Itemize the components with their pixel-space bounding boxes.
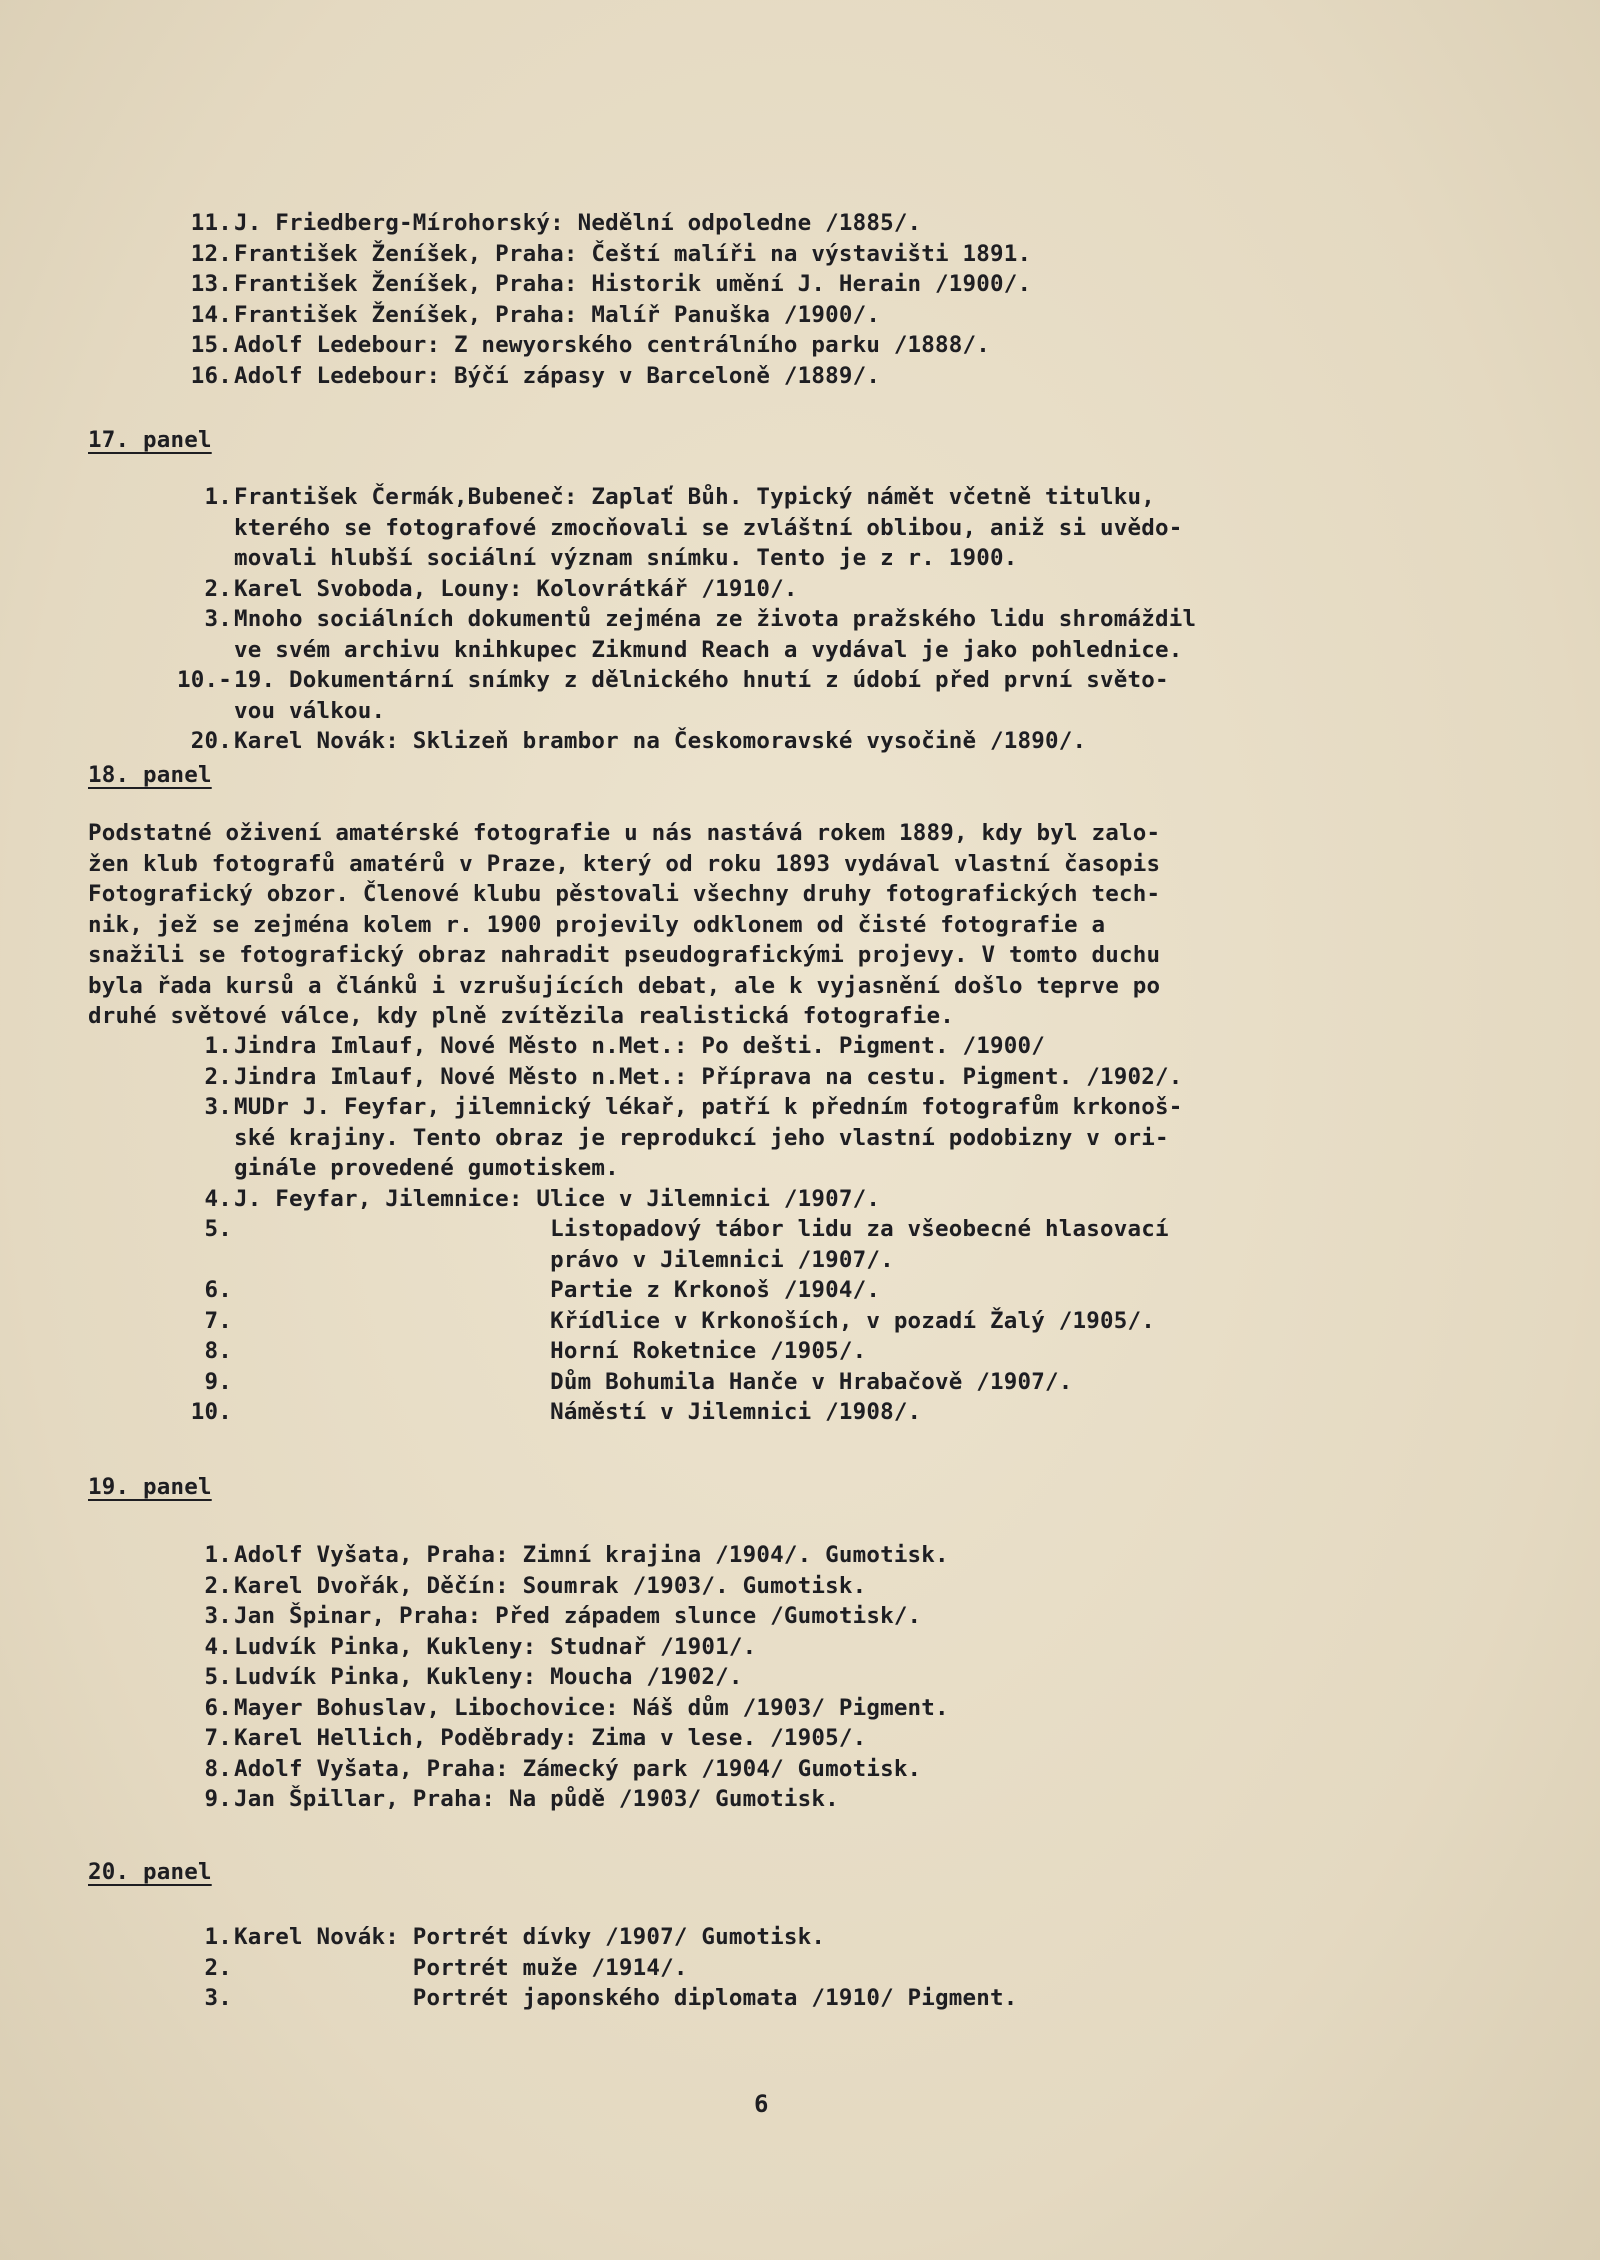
- item-text: Jan Špinar, Praha: Před západem slunce /Gumotisk/.: [234, 1603, 922, 1629]
- item-number: 2.: [204, 1954, 232, 1981]
- item-text: Karel Dvořák, Děčín: Soumrak /1903/. Gumotisk.: [234, 1572, 867, 1599]
- item-text: Jan Špillar, Praha: Na půdě /1903/ Gumotisk.: [234, 1786, 839, 1812]
- item-number: 1.: [204, 1033, 232, 1059]
- item-text: František Ženíšek, Praha: Historik umění J. Herain /1900/.: [234, 271, 1032, 297]
- item-text: ginále provedené gumotiskem.: [234, 1155, 619, 1181]
- item-text: Partie z Krkonoš /1904/.: [234, 1277, 881, 1303]
- item-number: 11.: [190, 210, 232, 236]
- item-number: 12.: [190, 240, 232, 267]
- item-text: Mnoho sociálních dokumentů zejména ze života pražského lidu shromáždil: [234, 606, 1197, 632]
- paragraph-line: Podstatné oživení amatérské fotografie u nás nastává rokem 1889, kdy byl zalo-: [88, 820, 1161, 846]
- item-number: 13.: [190, 271, 232, 297]
- item-text: Náměstí v Jilemnici /1908/.: [234, 1399, 922, 1425]
- item-number: 10.-: [177, 667, 232, 693]
- item-text: J. Friedberg-Mírohorský: Nedělní odpoledne /1885/.: [234, 210, 922, 236]
- item-number: 3.: [204, 1985, 232, 2011]
- item-number: 1.: [204, 1542, 232, 1568]
- item-number: 5.: [204, 1664, 232, 1690]
- item-text: Adolf Ledebour: Býčí zápasy v Barceloně /1889/.: [234, 362, 881, 389]
- item-number: 8.: [204, 1755, 232, 1782]
- item-text: ve svém archivu knihkupec Zikmund Reach a vydával je jako pohlednice.: [234, 636, 1183, 663]
- item-text: J. Feyfar, Jilemnice: Ulice v Jilemnici /1907/.: [234, 1185, 881, 1212]
- paragraph-line: žen klub fotografů amatérů v Praze, který od roku 1893 vydával vlastní časopis: [88, 850, 1161, 877]
- item-number: 2.: [204, 1572, 232, 1599]
- item-text: Horní Roketnice /1905/.: [234, 1338, 867, 1364]
- item-text: Karel Novák: Sklizeň brambor na Českomoravské vysočině /1890/.: [234, 728, 1087, 754]
- item-text: movali hlubší sociální význam snímku. Tento je z r. 1900.: [234, 545, 1018, 571]
- item-text: Adolf Vyšata, Praha: Zámecký park /1904/ Gumotisk.: [234, 1755, 922, 1782]
- item-text: Ludvík Pinka, Kukleny: Moucha /1902/.: [234, 1664, 743, 1690]
- paragraph-line: Fotografický obzor. Členové klubu pěstovali všechny druhy fotografických tech-: [88, 881, 1161, 907]
- item-number: 16.: [190, 362, 232, 389]
- item-text: Portrét japonského diplomata /1910/ Pigment.: [234, 1985, 1018, 2011]
- item-text: ské krajiny. Tento obraz je reprodukcí jeho vlastní podobizny v ori-: [234, 1124, 1169, 1151]
- item-text: František Ženíšek, Praha: Čeští malíři na výstavišti 1891.: [234, 240, 1032, 267]
- item-number: 6.: [204, 1694, 232, 1721]
- panel-heading: 17. panel: [88, 427, 212, 453]
- item-text: Mayer Bohuslav, Libochovice: Náš dům /1903/ Pigment.: [234, 1694, 949, 1721]
- item-number: 4.: [204, 1185, 232, 1212]
- paragraph-line: nik, jež se zejména kolem r. 1900 projevily odklonem od čisté fotografie a: [88, 911, 1106, 938]
- item-number: 20.: [190, 728, 232, 754]
- panel-heading: 18. panel: [88, 762, 212, 788]
- item-number: 4.: [204, 1633, 232, 1660]
- item-number: 8.: [204, 1338, 232, 1364]
- panel-heading: 20. panel: [88, 1859, 212, 1885]
- item-number: 9.: [204, 1786, 232, 1812]
- item-text: 19. Dokumentární snímky z dělnického hnutí z údobí před první světo-: [234, 667, 1169, 693]
- panel-heading: 19. panel: [88, 1474, 212, 1500]
- item-text: Adolf Ledebour: Z newyorského centrálního parku /1888/.: [234, 332, 991, 358]
- item-text: kterého se fotografové zmocňovali se zvláštní oblibou, aniž si uvědo-: [234, 514, 1183, 541]
- item-number: 10.: [190, 1399, 232, 1425]
- paragraph-line: druhé světové válce, kdy plně zvítězila realistická fotografie.: [88, 1003, 955, 1029]
- item-text: Portrét muže /1914/.: [234, 1954, 688, 1981]
- item-text: Karel Svoboda, Louny: Kolovrátkář /1910/.: [234, 575, 798, 602]
- item-number: 3.: [204, 606, 232, 632]
- item-text: Dům Bohumila Hanče v Hrabačově /1907/.: [234, 1368, 1073, 1395]
- item-number: 1.: [204, 484, 232, 510]
- item-number: 5.: [204, 1216, 232, 1242]
- item-number: 15.: [190, 332, 232, 358]
- item-text: František Čermák,Bubeneč: Zaplať Bůh. Typický námět včetně titulku,: [234, 484, 1155, 510]
- item-text: Karel Novák: Portrét dívky /1907/ Gumotisk.: [234, 1924, 826, 1950]
- item-text: Adolf Vyšata, Praha: Zimní krajina /1904/. Gumotisk.: [234, 1542, 949, 1568]
- item-text: Ludvík Pinka, Kukleny: Studnař /1901/.: [234, 1633, 757, 1660]
- item-text: Karel Hellich, Poděbrady: Zima v lese. /1905/.: [234, 1725, 867, 1751]
- paragraph-line: byla řada kursů a článků i vzrušujících debat, ale k vyjasnění došlo teprve po: [88, 972, 1161, 999]
- item-number: 14.: [190, 301, 232, 328]
- item-text: Listopadový tábor lidu za všeobecné hlasovací: [234, 1216, 1169, 1242]
- item-number: 1.: [204, 1924, 232, 1950]
- item-text: Křídlice v Krkonoších, v pozadí Žalý /1905/.: [234, 1307, 1155, 1334]
- item-number: 7.: [204, 1725, 232, 1751]
- item-text: Jindra Imlauf, Nové Město n.Met.: Příprava na cestu. Pigment. /1902/.: [234, 1063, 1183, 1090]
- item-text: František Ženíšek, Praha: Malíř Panuška /1900/.: [234, 301, 881, 328]
- item-number: 9.: [204, 1368, 232, 1395]
- paragraph-line: snažili se fotografický obraz nahradit pseudografickými projevy. V tomto duchu: [88, 942, 1161, 968]
- item-number: 3.: [204, 1094, 232, 1120]
- page-number: 6: [754, 2090, 769, 2118]
- item-number: 7.: [204, 1307, 232, 1334]
- item-text: vou válkou.: [234, 697, 386, 724]
- item-text: Jindra Imlauf, Nové Město n.Met.: Po dešti. Pigment. /1900/: [234, 1033, 1046, 1059]
- item-text: MUDr J. Feyfar, jilemnický lékař, patří k předním fotografům krkonoš-: [234, 1094, 1183, 1120]
- item-text: právo v Jilemnici /1907/.: [234, 1246, 894, 1273]
- item-number: 3.: [204, 1603, 232, 1629]
- item-number: 2.: [204, 575, 232, 602]
- item-number: 6.: [204, 1277, 232, 1303]
- item-number: 2.: [204, 1063, 232, 1090]
